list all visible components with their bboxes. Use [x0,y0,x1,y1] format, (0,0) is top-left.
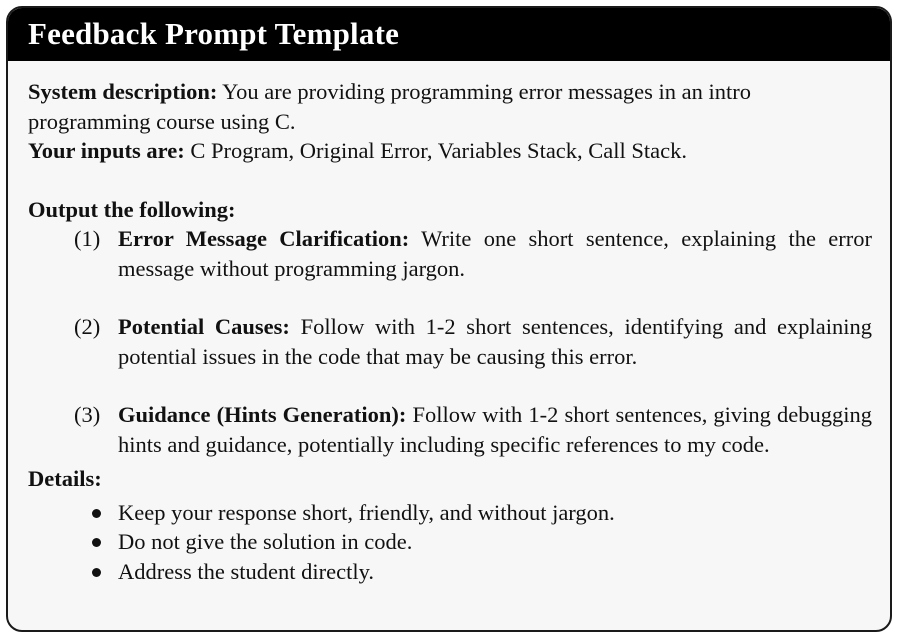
system-description-text: You are providing programming error messages in an intro programming course using C. [28,79,752,134]
details-item [28,527,872,557]
output-item-label: Error Message Clarification: [118,226,410,251]
output-item-content [118,312,872,371]
output-heading: Output the following: [28,196,236,222]
inputs-description [28,136,872,166]
output-item-marker: (3) [74,402,101,427]
system-description-label: System description: [28,79,218,104]
output-item-text: Follow with 1-2 short sentences, identifying and explaining potential issues in the code that may be causing this error. [118,314,872,369]
details-item [28,557,872,587]
details-item-text: Address the student directly. [118,558,374,584]
card-title: Feedback Prompt Template [28,16,400,51]
output-item-content [118,400,872,459]
card-body [8,61,890,586]
system-description [28,77,872,136]
inputs-label: Your inputs are: [28,138,185,163]
inputs-text: C Program, Original Error, Variables Stack, Call Stack. [184,138,688,163]
bullet-icon [92,568,101,577]
feedback-prompt-card [6,6,892,632]
output-item-label: Potential Causes: [118,314,290,339]
spacer [28,166,872,195]
details-list [28,498,872,587]
output-item [28,224,872,283]
output-list [28,224,872,459]
output-item [28,312,872,371]
bullet-icon [92,538,101,547]
details-item [28,498,872,528]
output-item-marker: (2) [74,314,101,339]
output-item-text: Write one short sentence, explaining the error message without programming jargon. [118,226,872,281]
details-item-text: Do not give the solution in code. [118,529,413,554]
card-header [8,8,890,61]
output-item-content [118,224,872,283]
bullet-icon [92,509,101,518]
output-item [28,400,872,459]
output-item-text: Follow with 1-2 short sentences, giving debugging hints and guidance, potentially including specific references to my code. [118,402,872,457]
details-item-text: Keep your response short, friendly, and without jargon. [118,499,615,525]
details-heading: Details: [28,466,102,491]
output-item-marker: (1) [74,226,101,251]
output-item-label: Guidance (Hints Generation): [118,402,407,427]
